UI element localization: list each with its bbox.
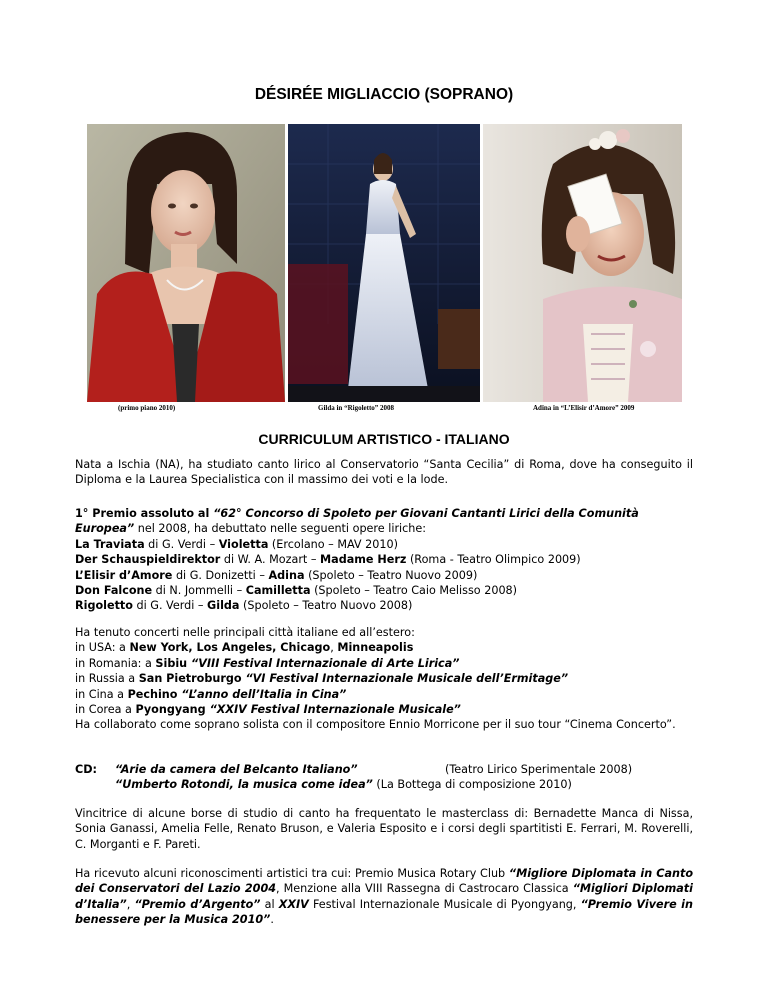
awards-part: Festival Internazionale Musicale di Pyongyang, xyxy=(308,897,581,911)
opera-line xyxy=(75,552,693,567)
city: Sibiu xyxy=(155,656,188,670)
cd-label: CD: xyxy=(75,763,97,776)
opera-role: Gilda xyxy=(207,599,240,613)
cd-detail: (Teatro Lirico Sperimentale 2008) xyxy=(445,763,633,776)
opera-venue: (Roma - Teatro Olimpico 2009) xyxy=(406,553,581,567)
opera-line xyxy=(75,537,693,552)
cd-row xyxy=(75,762,693,777)
awards-part: Ha ricevuto alcuni riconoscimenti artistici tra cui: Premio Musica Rotary Club xyxy=(75,867,509,880)
concerts-china xyxy=(75,687,693,702)
usa-cities: New York, Los Angeles, Chicago xyxy=(129,641,331,655)
intro-paragraph xyxy=(75,457,693,488)
concerts-section xyxy=(75,625,693,733)
opera-role: Camilletta xyxy=(245,584,311,598)
prize-label: 1° Premio assoluto al xyxy=(75,507,214,520)
opera-composer: di G. Verdi – xyxy=(132,599,208,613)
event: “VIII Festival Internazionale di Arte Lirica” xyxy=(187,656,460,670)
opera-title: L’Elisir d’Amore xyxy=(75,568,173,582)
award-name: “Migliori Diplomati d’Italia” xyxy=(75,882,693,911)
country-label: in Corea a xyxy=(75,703,136,717)
cd-row xyxy=(75,777,693,792)
opera-title: Don Falcone xyxy=(75,584,153,598)
country-label: in Romania: a xyxy=(75,656,156,670)
opera-venue: (Ercolano – MAV 2010) xyxy=(268,537,398,551)
photo-caption: (primo piano 2010) xyxy=(118,404,176,412)
section-title: CURRICULUM ARTISTICO - ITALIANO xyxy=(258,431,510,447)
city: Pechino xyxy=(127,687,178,701)
awards-part: , xyxy=(126,897,135,911)
country-label: in Cina a xyxy=(75,687,128,701)
photo-caption: Adina in “L’Elisir d’Amore” 2009 xyxy=(533,404,635,412)
opera-title: La Traviata xyxy=(75,537,145,551)
opera-title: Rigoletto xyxy=(75,599,133,613)
rigoletto-stage-photo xyxy=(288,124,480,402)
opera-venue: (Spoleto – Teatro Caio Melisso 2008) xyxy=(310,584,518,598)
usa-last-city: Minneapolis xyxy=(337,641,414,655)
opera-composer: di N. Jommelli – xyxy=(152,584,246,598)
award-name: “Premio Vivere in benessere per la Musica 2010” xyxy=(75,897,693,927)
prize-name: “62° Concorso di Spoleto per Giovani Cantanti Lirici della Comunità Europea” xyxy=(75,507,639,536)
debut-section xyxy=(75,506,693,614)
elisir-damore-photo xyxy=(483,124,682,402)
prize-line xyxy=(75,506,693,537)
page-title: DÉSIRÉE MIGLIACCIO (SOPRANO) xyxy=(254,86,514,103)
masterclass-text: Vincitrice di alcune borse di studio di canto ha frequentato le masterclass di: Bernadette Manca di Nissa, Sonia Ganassi, Amelia Felle, Renato Bruson, e Valeria Esposito e i corsi degli spartitisti E. Ferrari, M. Roverelli, C. Morganti e F. Pareti. xyxy=(75,807,693,851)
opera-composer: di G. Donizetti – xyxy=(172,568,269,582)
opera-line xyxy=(75,598,693,613)
opera-composer: di G. Verdi – xyxy=(144,537,219,551)
opera-role: Adina xyxy=(268,568,305,582)
opera-role: Madame Herz xyxy=(320,553,407,567)
concerts-usa xyxy=(75,640,693,655)
awards-part: al xyxy=(260,897,279,911)
separator: , xyxy=(330,641,338,655)
award-name: “Premio d’Argento” xyxy=(134,897,261,911)
photo-strip xyxy=(87,124,682,402)
portrait-photo xyxy=(87,124,285,402)
awards-paragraph xyxy=(75,866,693,928)
photo-caption: Gilda in “Rigoletto” 2008 xyxy=(318,404,395,412)
opera-line xyxy=(75,583,693,598)
concerts-russia xyxy=(75,671,693,686)
opera-venue: (Spoleto – Teatro Nuovo 2009) xyxy=(304,568,478,582)
opera-venue: (Spoleto – Teatro Nuovo 2008) xyxy=(239,599,413,613)
awards-text xyxy=(75,866,693,928)
city: San Pietroburgo xyxy=(138,672,242,686)
concerts-romania xyxy=(75,656,693,671)
country-label: in Russia a xyxy=(75,672,139,686)
event: “XXIV Festival Internazionale Musicale” xyxy=(205,703,461,717)
awards-part: . xyxy=(270,913,274,927)
opera-role: Violetta xyxy=(218,537,269,551)
cd-section xyxy=(75,762,693,793)
concerts-korea xyxy=(75,702,693,717)
event: “VI Festival Internazionale Musicale dell’Ermitage” xyxy=(241,672,569,686)
cd-item xyxy=(115,777,572,792)
intro-text: Nata a Ischia (NA), ha studiato canto lirico al Conservatorio “Santa Cecilia” di Roma, dove ha conseguito il Diploma e la Laurea Specialistica con il massimo dei voti e la lode. xyxy=(75,458,693,487)
prize-tail: nel 2008, ha debuttato nelle seguenti opere liriche: xyxy=(134,522,427,536)
cd-title: “Arie da camera del Belcanto Italiano” xyxy=(115,763,358,776)
award-name: “Migliore Diplomata in Canto dei Conservatori del Lazio 2004 xyxy=(75,867,694,896)
cd-detail: (La Bottega di composizione 2010) xyxy=(372,778,572,792)
event: “L’anno dell’Italia in Cina” xyxy=(177,687,347,701)
opera-composer: di W. A. Mozart – xyxy=(220,553,321,567)
country-label: in USA: a xyxy=(75,641,130,655)
morricone-text: Ha collaborato come soprano solista con il compositore Ennio Morricone per il suo tour “Cinema Concerto”. xyxy=(75,718,676,732)
opera-title: Der Schauspieldirektor xyxy=(75,553,221,567)
opera-line xyxy=(75,568,693,583)
masterclass-paragraph xyxy=(75,806,693,852)
cd-title: “Umberto Rotondi, la musica come idea” xyxy=(115,778,373,792)
award-name: XXIV xyxy=(278,897,309,911)
concerts-intro: Ha tenuto concerti nelle principali città italiane ed all’estero: xyxy=(75,626,415,639)
city: Pyongyang xyxy=(135,703,206,717)
awards-part: , Menzione alla VIII Rassegna di Castrocaro Classica xyxy=(276,882,573,896)
